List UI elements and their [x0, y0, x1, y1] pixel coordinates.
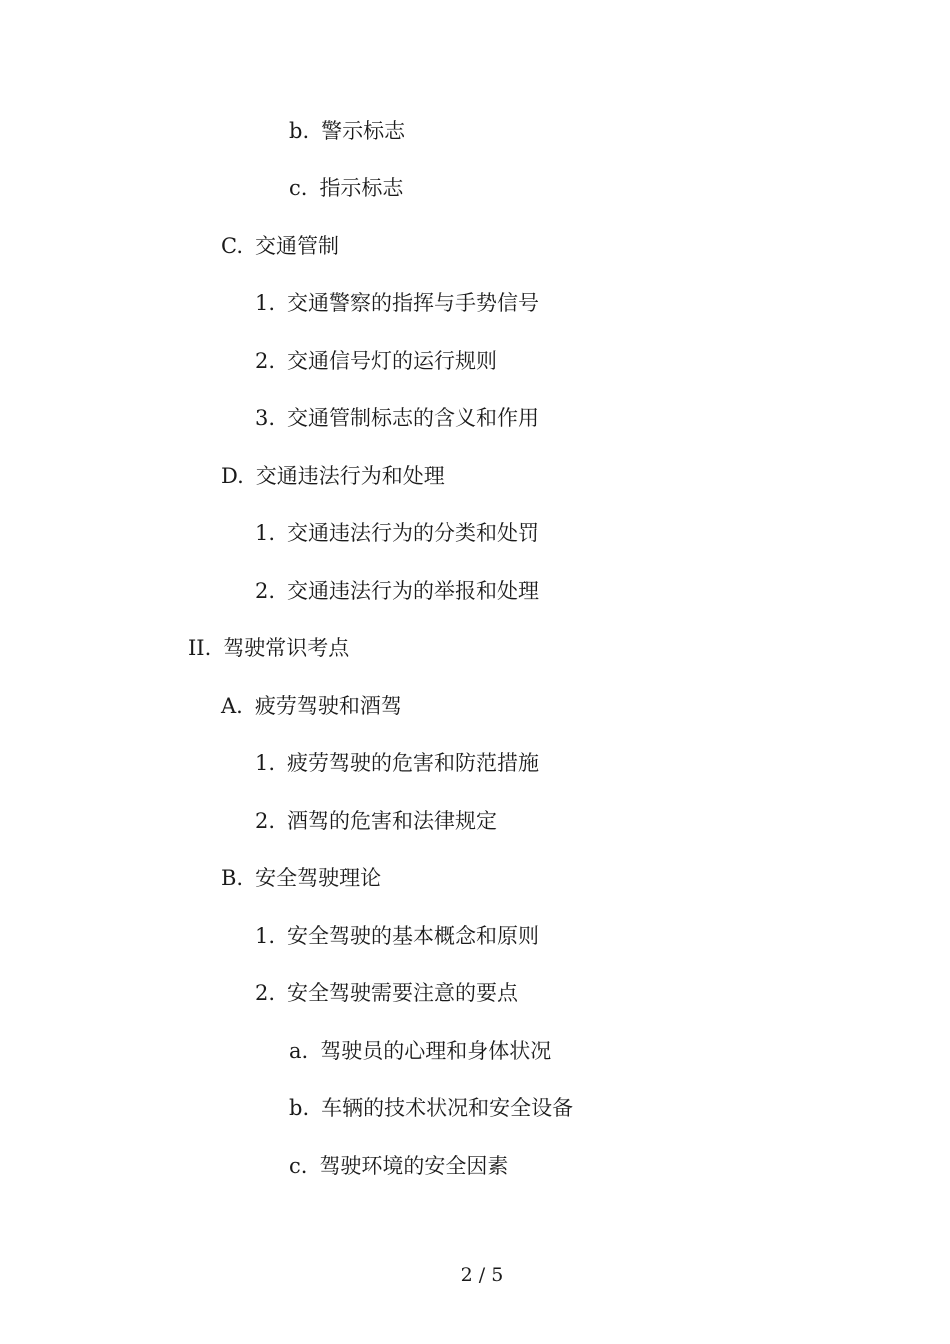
outline-label: 交通警察的指挥与手势信号	[287, 291, 540, 315]
outline-label: 酒驾的危害和法律规定	[287, 809, 498, 833]
outline-label: 交通信号灯的运行规则	[287, 349, 498, 373]
outline-item-2-violation-reporting	[255, 574, 539, 608]
outline-marker: c.	[289, 176, 308, 200]
outline-marker: 1.	[255, 291, 276, 315]
outline-label: 车辆的技术状况和安全设备	[321, 1096, 574, 1120]
outline-marker: D.	[221, 464, 244, 488]
outline-item-2-traffic-lights	[255, 344, 497, 378]
outline-label: 安全驾驶理论	[255, 866, 382, 890]
outline-label: 交通违法行为和处理	[255, 464, 445, 488]
outline-marker: 2.	[255, 809, 276, 833]
outline-item-2-drunk-driving-law	[255, 804, 497, 838]
outline-label: 疲劳驾驶和酒驾	[254, 694, 402, 718]
outline-item-1-safe-driving-principles	[255, 919, 539, 953]
outline-label: 交通违法行为的分类和处罚	[287, 521, 540, 545]
outline-item-1-police-signals	[255, 286, 539, 320]
outline-marker: 2.	[255, 349, 276, 373]
outline-marker: b.	[289, 1096, 310, 1120]
outline-label: 交通管制	[255, 234, 339, 258]
outline-item-c-driving-environment	[289, 1149, 508, 1183]
outline-marker: 2.	[255, 579, 276, 603]
outline-label: 驾驶员的心理和身体状况	[320, 1039, 552, 1063]
outline-label: 交通管制标志的含义和作用	[287, 406, 540, 430]
outline-marker: C.	[221, 234, 243, 258]
outline-marker: B.	[221, 866, 244, 890]
outline-marker: a.	[289, 1039, 309, 1063]
outline-item-b-warning-signs	[289, 114, 405, 148]
outline-label: 驾驶常识考点	[223, 636, 350, 660]
outline-label: 警示标志	[321, 119, 406, 143]
outline-item-a-fatigue-drunk	[221, 689, 402, 723]
outline-item-a-driver-condition	[289, 1034, 551, 1068]
outline-marker: II.	[188, 636, 212, 660]
outline-marker: 3.	[255, 406, 276, 430]
outline-item-c-indication-signs	[289, 171, 403, 205]
outline-item-b-safe-driving-theory	[221, 861, 381, 895]
outline-marker: c.	[289, 1154, 308, 1178]
outline-label: 驾驶环境的安全因素	[319, 1154, 509, 1178]
outline-marker: b.	[289, 119, 310, 143]
outline-item-b-vehicle-condition	[289, 1091, 573, 1125]
outline-item-2-safe-driving-points	[255, 976, 518, 1010]
outline-label: 安全驾驶的基本概念和原则	[287, 924, 540, 948]
outline-marker: 1.	[255, 924, 276, 948]
outline-marker: 2.	[255, 981, 276, 1005]
outline-label: 指示标志	[319, 176, 404, 200]
outline-label: 交通违法行为的举报和处理	[287, 579, 540, 603]
outline-marker: 1.	[255, 521, 276, 545]
outline-marker: 1.	[255, 751, 276, 775]
outline-label: 疲劳驾驶的危害和防范措施	[287, 751, 540, 775]
outline-item-1-fatigue-hazards	[255, 746, 539, 780]
outline-item-ii-driving-knowledge	[188, 631, 349, 665]
outline-item-1-violation-penalties	[255, 516, 539, 550]
outline-item-c-traffic-control	[221, 229, 339, 263]
outline-item-d-violations	[221, 459, 445, 493]
page-number: 2 / 5	[460, 1264, 504, 1286]
outline-marker: A.	[221, 694, 243, 718]
outline-item-3-control-signs	[255, 401, 539, 435]
outline-label: 安全驾驶需要注意的要点	[287, 981, 519, 1005]
